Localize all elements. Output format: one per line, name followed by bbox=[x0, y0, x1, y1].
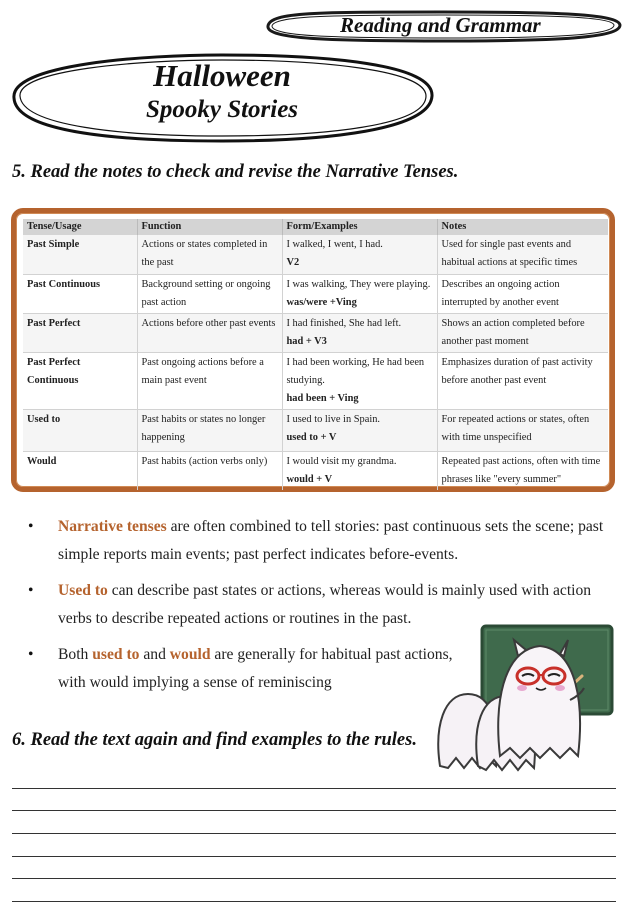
example-text: I had finished, She had left. bbox=[286, 317, 402, 329]
table-row bbox=[23, 274, 608, 313]
section-header bbox=[258, 8, 626, 44]
page-title: Halloween bbox=[153, 58, 291, 93]
bullet-text: and bbox=[139, 646, 170, 663]
table-row bbox=[23, 352, 608, 409]
notes-cell: Shows an action completed before another past moment bbox=[437, 313, 608, 352]
tenses-table bbox=[23, 219, 608, 490]
form-cell bbox=[282, 274, 437, 313]
function-cell: Past ongoing actions before a main past event bbox=[137, 352, 282, 409]
table-row bbox=[23, 409, 608, 451]
form-text: V2 bbox=[286, 257, 300, 268]
column-header: Notes bbox=[437, 219, 608, 235]
function-cell: Past habits (action verbs only) bbox=[137, 451, 282, 490]
example-text: I used to live in Spain. bbox=[286, 413, 381, 425]
task-5-heading: 5. Read the notes to check and revise the Narrative Tenses. bbox=[12, 162, 459, 182]
table-row bbox=[23, 451, 608, 490]
form-cell bbox=[282, 409, 437, 451]
tense-cell: Used to bbox=[23, 409, 137, 451]
notes-cell: Repeated past actions, often with time phrases like "every summer" bbox=[441, 455, 601, 485]
table-row bbox=[23, 313, 608, 352]
form-text: was/were +Ving bbox=[286, 296, 357, 308]
answer-line[interactable] bbox=[12, 878, 616, 879]
answer-line[interactable] bbox=[12, 833, 616, 834]
ghost-teacher-illustration bbox=[430, 616, 620, 776]
tense-cell: Past Simple bbox=[23, 235, 137, 274]
answer-line[interactable] bbox=[12, 901, 616, 902]
bullet-marker: • bbox=[28, 518, 34, 535]
function-cell: Actions before other past events bbox=[137, 313, 282, 352]
form-cell bbox=[282, 451, 437, 490]
bullet-text: Both bbox=[58, 646, 93, 663]
form-cell bbox=[282, 352, 437, 409]
highlight-used-to: Used to bbox=[58, 582, 108, 599]
highlight-would: would bbox=[169, 646, 211, 663]
ghost-icon bbox=[430, 616, 620, 776]
bullet-narrative-tenses bbox=[58, 513, 620, 569]
function-cell: Actions or states completed in the past bbox=[137, 235, 282, 274]
column-header: Tense/Usage bbox=[23, 219, 137, 235]
form-text: had + V3 bbox=[286, 335, 327, 347]
header-title: Reading and Grammar bbox=[340, 13, 541, 37]
tenses-table-frame bbox=[11, 208, 615, 492]
tense-cell: Past Continuous bbox=[23, 274, 137, 313]
task-6-heading: 6. Read the text again and find examples to the rules. bbox=[12, 730, 417, 750]
form-text: would + V bbox=[286, 473, 333, 485]
tense-cell: Past Perfect bbox=[23, 313, 137, 352]
notes-cell: For repeated actions or states, often with time unspecified bbox=[437, 409, 608, 451]
bullet-text: can describe past states or actions, whereas would is mainly used with action verbs to describe repeated actions or routines in the past. bbox=[58, 582, 592, 627]
table-row bbox=[23, 235, 608, 274]
example-text: I had been working, He had been studying. bbox=[286, 356, 425, 386]
page-subtitle: Spooky Stories bbox=[145, 96, 299, 123]
example-text: I would visit my grandma. bbox=[286, 455, 397, 467]
answer-line[interactable] bbox=[12, 810, 616, 811]
notes-cell: Emphasizes duration of past activity before another past event bbox=[437, 352, 608, 409]
table-header-row bbox=[23, 219, 608, 235]
bullet-text: with would implying a sense of reminiscing bbox=[58, 674, 332, 691]
column-header: Form/Examples bbox=[282, 219, 437, 235]
form-text: had been + Ving bbox=[286, 392, 359, 404]
title-banner bbox=[6, 50, 438, 146]
bullet-text: are often combined to tell stories: past continuous sets the scene; past simple reports main events; past perfect indicates before-events. bbox=[58, 518, 604, 563]
form-text: used to + V bbox=[286, 431, 337, 443]
form-cell bbox=[282, 235, 437, 274]
notes-cell: Used for single past events and habitual actions at specific times bbox=[437, 235, 608, 274]
form-cell bbox=[282, 313, 437, 352]
function-cell: Past habits or states no longer happening bbox=[137, 409, 282, 451]
bullet-marker: • bbox=[28, 582, 34, 599]
notes-cell: Describes an ongoing action interrupted by another event bbox=[437, 274, 608, 313]
answer-line[interactable] bbox=[12, 856, 616, 857]
tense-cell: Would bbox=[23, 451, 137, 490]
answer-line[interactable] bbox=[12, 788, 616, 789]
highlight-used-to: used to bbox=[92, 646, 140, 663]
bullet-text: are generally for habitual past actions, bbox=[210, 646, 453, 663]
example-text: I walked, I went, I had. bbox=[286, 239, 383, 250]
column-header: Function bbox=[137, 219, 282, 235]
function-cell: Background setting or ongoing past action bbox=[137, 274, 282, 313]
highlight-narrative-tenses: Narrative tenses bbox=[58, 518, 167, 535]
example-text: I was walking, They were playing. bbox=[286, 278, 431, 290]
bullet-marker: • bbox=[28, 646, 34, 663]
tense-cell: Past Perfect Continuous bbox=[23, 352, 137, 409]
